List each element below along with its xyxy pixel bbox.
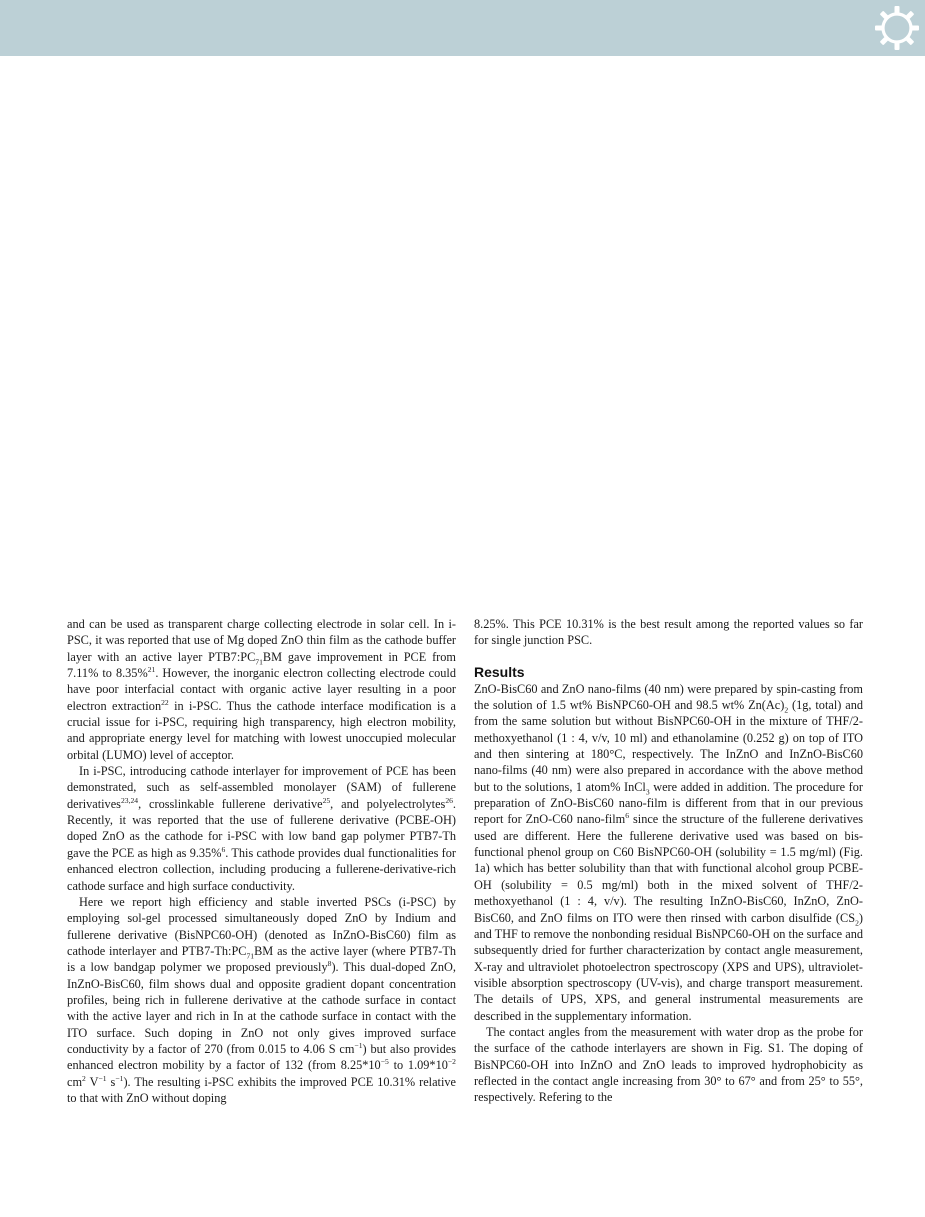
right-paragraph-1: 8.25%. This PCE 10.31% is the best result among the reported values so far for single junction PSC.	[474, 617, 863, 648]
results-heading: Results	[474, 663, 525, 680]
left-paragraph-1: and can be used as transparent charge collecting electrode in solar cell. In i-PSC, it was reported that use of Mg doped ZnO thin film as the cathode buffer layer with an active layer $PTB7:PC_{71}BM$ gave improvement in PCE from 7.11% to 8.35%$^{21}$. However, the inorganic electron collecting electrode could have poor interfacial contact with organic active layer resulting in a poor electron extraction$^{22}$ in i-PSC. Thus the cathode interface modification is a crucial issue for i-PSC, requiring high transparency, high electron mobility, and appropriate energy level for matching with lowest unoccupied molecular orbital (LUMO) level of acceptor.	[67, 617, 456, 762]
gear-icon	[871, 2, 923, 54]
right-paragraph-2: ZnO-BisC60 and ZnO nano-films (40 nm) were prepared by spin-casting from the solution of 1.5 wt% BisNPC60-OH and 98.5 wt% $Zn(Ac)_2$ (1g, total) and from the same solution but without BisNPC60-OH in the mixture of THF/2-methoxyethanol (1 : 4, v/v, 10 ml) and ethanolamine (0.252 g) on top of ITO and then sintering at 180°C, respectively. The InZnO and InZnO-BisC60 nano-films (40 nm) were also prepared in accordance with the above method but to the solutions, 1 atom% InCl$_3$ were added in addition. The procedure for preparation of ZnO-BisC60 nano-film is different from that in our previous report for ZnO-C60 nano-film$^6$ since the structure of the fullerene derivatives used are different. Here the fullerene derivative used was based on bis-functional phenol group on C60 BisNPC60-OH (solubility = 1.5 mg/ml) (Fig. 1a) which has better solubility than that with functional alcohol group PCBE-OH (solubility = 0.5 mg/ml) both in the mixed solvent of THF/2-methoxyethanol (1 : 4, v/v). The resulting InZnO-BisC60, InZnO, ZnO-BisC60, and ZnO films on ITO were then rinsed with carbon disulfide $(CS_2)$ and THF to remove the nonbonding residual BisNPC60-OH on the surface and subsequently dried for further characterization by contact angle measurement, X-ray and ultraviolet photoelectron spectroscopy (XPS and UPS), ultraviolet-visible absorption spectroscopy (UV-vis), and charge transport measurement. The details of UPS, XPS, and general instrumental measurements are described in the supplementary information.	[474, 681, 864, 1023]
left-paragraph-2: In i-PSC, introducing cathode interlayer for improvement of PCE has been demonstrated, such as self-assembled monolayer (SAM) of fullerene derivatives$^{23,24}$, crosslinkable fullerene derivative$^{25}$, and polyelectrolytes$^{26}$. Recently, it was reported that the use of fullerene derivative (PCBE-OH) doped ZnO as the cathode for i-PSC with low band gap polymer PTB7-Th gave the PCE as high as 9.35%$^6$. This cathode provides dual functionalities for enhanced electron collection, including producing a fullerene-derivative-rich cathode surface and high surface conductivity.	[67, 764, 456, 893]
journal-header-band	[0, 0, 925, 56]
right-paragraph-3: The contact angles from the measurement with water drop as the probe for the surface of the cathode interlayers are shown in Fig. S1. The doping of BisNPC60-OH into InZnO and ZnO leads to improved hydrophobicity as reflected in the contact angle increasing from 30° to 67° and from 25° to 55°, respectively. Refering to the	[474, 1024, 863, 1105]
left-paragraph-3: Here we report high efficiency and stable inverted PSCs (i-PSC) by employing sol-gel processed simultaneously doped ZnO by Indium and fullerene derivative (BisNPC60-OH) (denoted as InZnO-BisC60) film as cathode interlayer and $PTB7-Th:PC_{71}BM$ as the active layer (where PTB7-Th is a low bandgap polymer we proposed previously$^8$). This dual-doped ZnO, InZnO-BisC60, film shows dual and opposite gradient dopant concentration profiles, being rich in fullerene derivative at the cathode surface in contact with the active layer and rich in In at the cathode surface in contact with the ITO surface. Such doping in ZnO not only gives improved surface conductivity by a factor of 270 (from 0.015 to 4.06 S $cm^{-1}$) but also provides enhanced electron mobility by a factor of 132 (from $8.25*10^{-5}$ to $1.09*10^{-2}$ $cm^2$ $V^{-1}$ $s^{-1}$). The resulting i-PSC exhibits the improved PCE 10.31% relative to that with ZnO without doping	[67, 894, 456, 1105]
right-text-column	[474, 616, 863, 1106]
left-text-column	[67, 616, 456, 1106]
